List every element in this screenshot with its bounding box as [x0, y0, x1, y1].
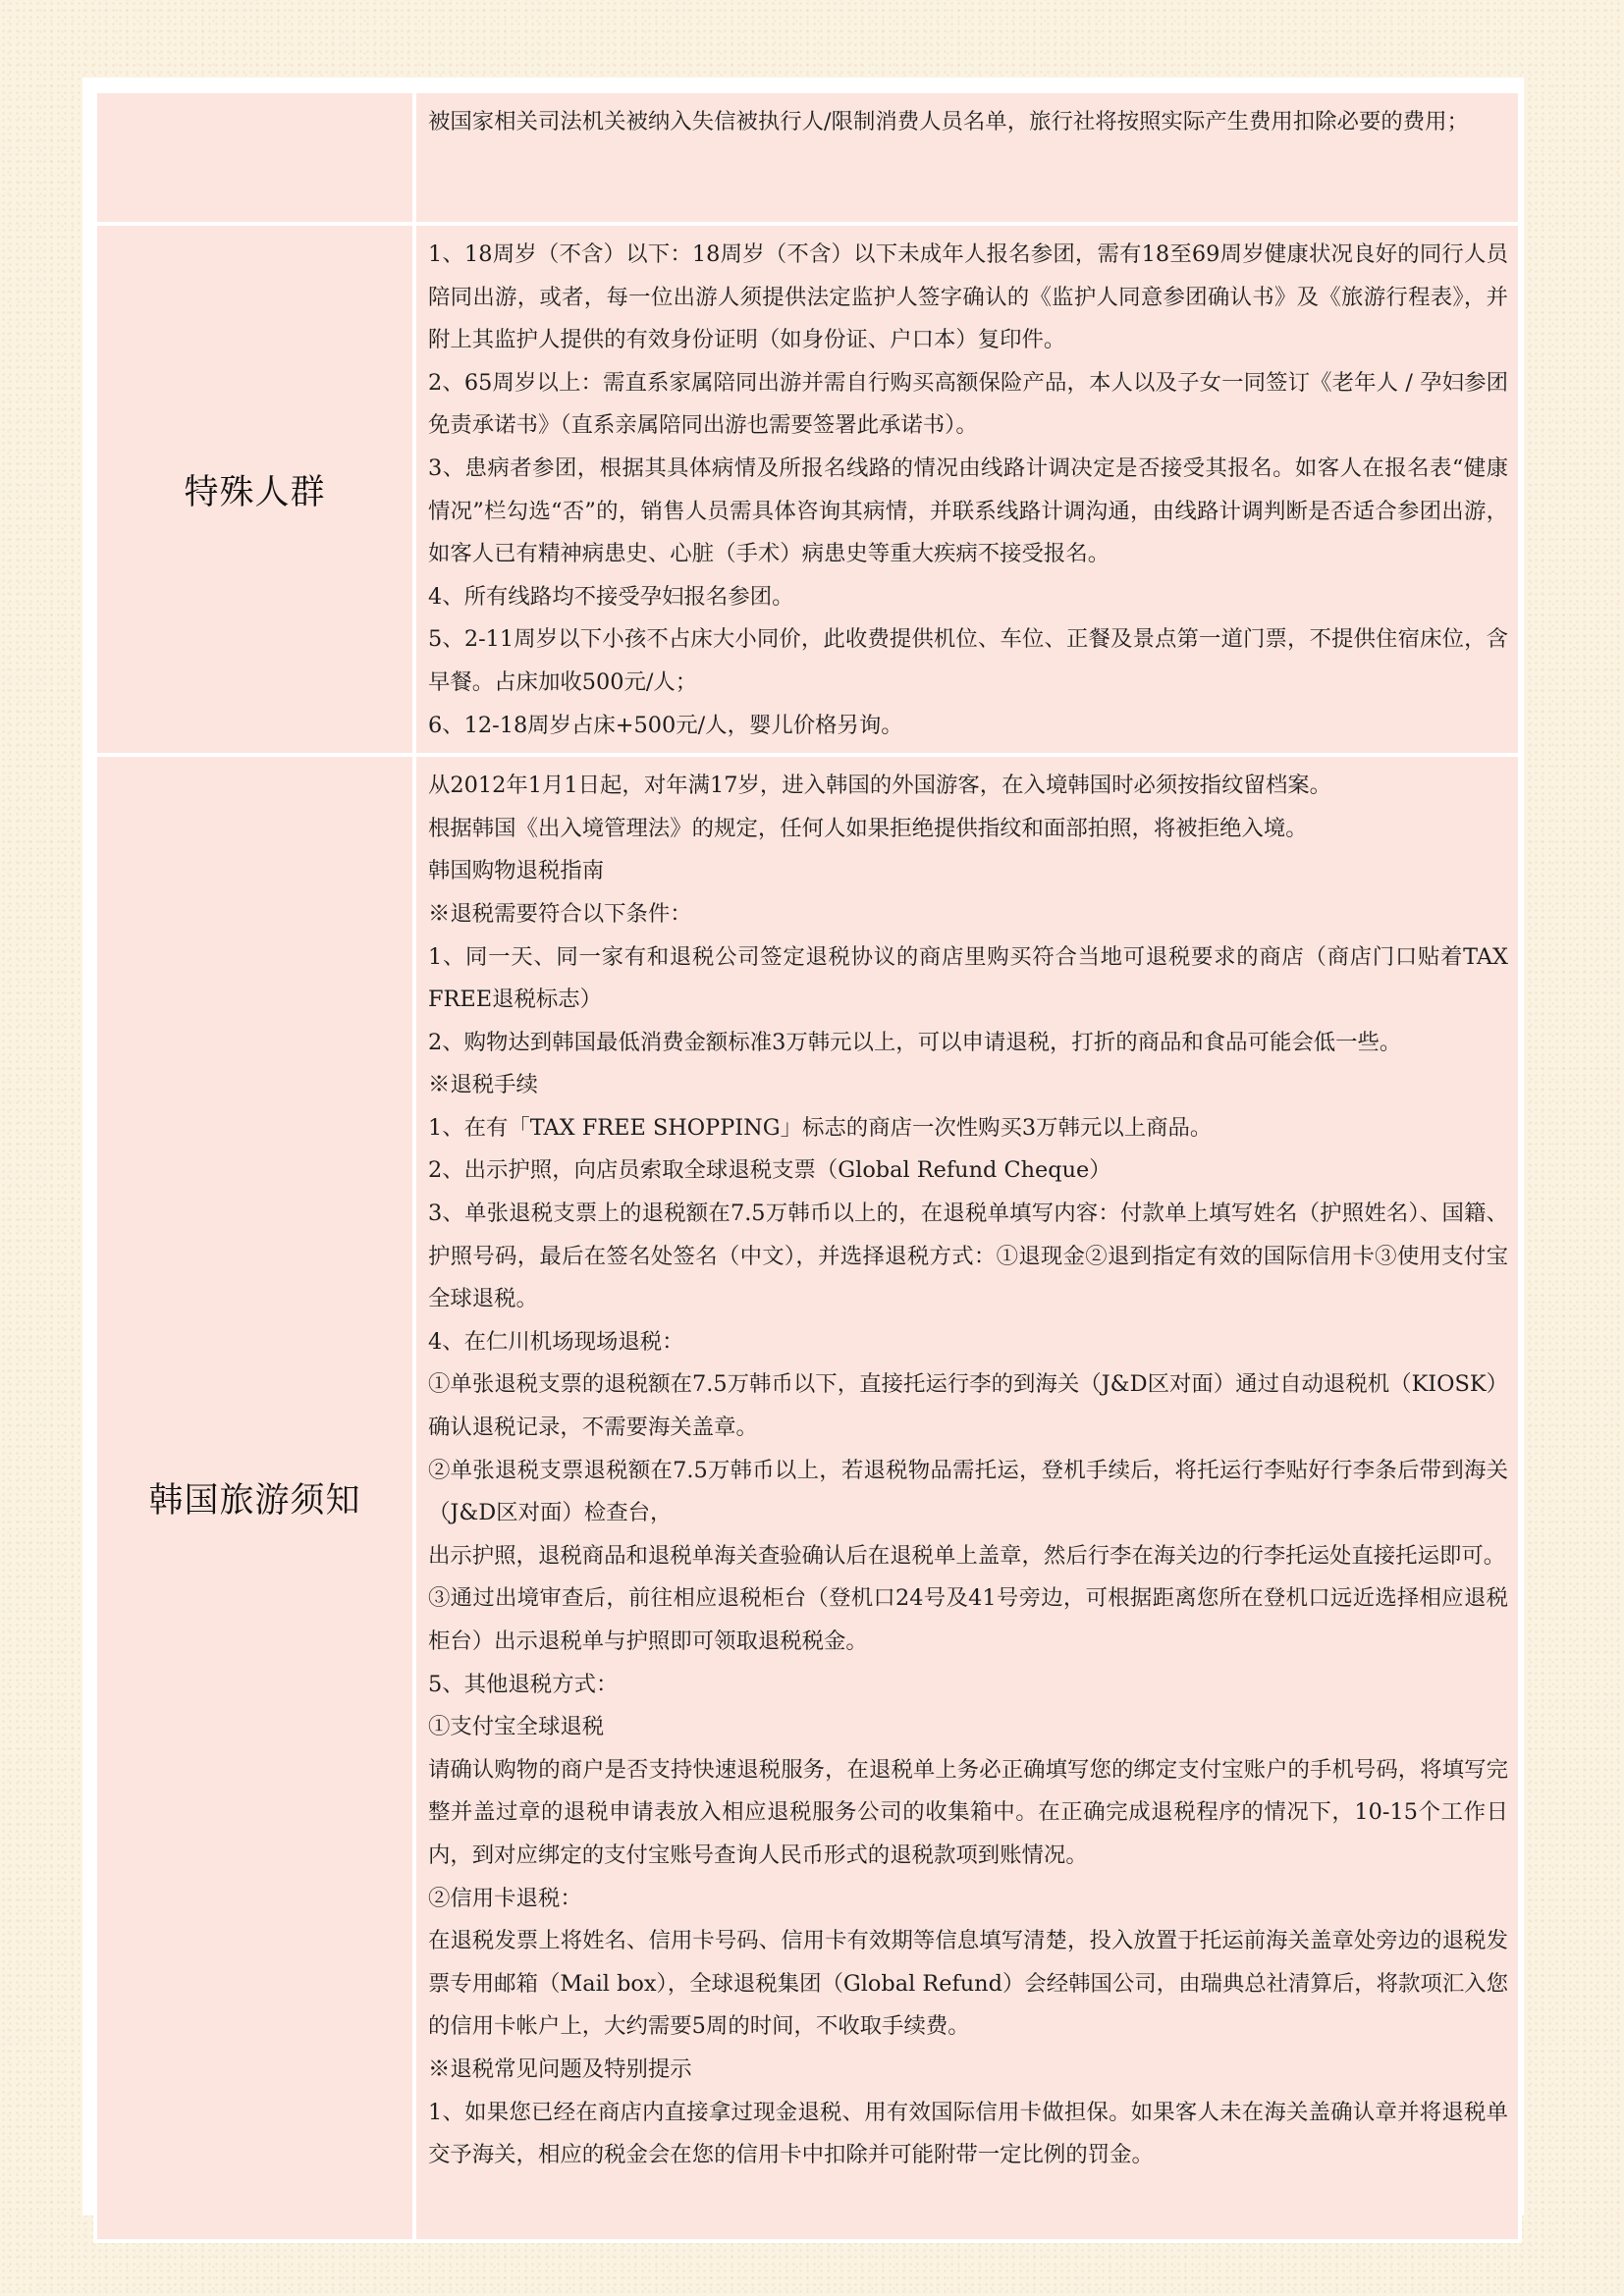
paragraph: ※退税需要符合以下条件： [428, 900, 692, 927]
row-content-cell [414, 91, 1520, 224]
paragraph: 请确认购物的商户是否支持快速退税服务，在退税单上务必正确填写您的绑定支付宝账户的手机号码，将填写完整并盖过章的退税申请表放入相应退税服务公司的收集箱中。在正确完成退税程序的情况下，10-15个工作日内，到对应绑定的支付宝账号查询人民币形式的退税款项到账情况。 [428, 1756, 1508, 1868]
row-label-cell [95, 755, 414, 2241]
paragraph: 4、所有线路均不接受孕妇报名参团。 [428, 583, 794, 610]
paragraph: ①支付宝全球退税 [428, 1714, 605, 1740]
paragraph: 5、2-11周岁以下小孩不占床大小同价，此收费提供机位、车位、正餐及景点第一道门票，不提供住宿床位，含早餐。占床加收500元/人； [428, 626, 1508, 695]
paragraph: 在退税发票上将姓名、信用卡号码、信用卡有效期等信息填写清楚，投入放置于托运前海关盖章处旁边的退税发票专用邮箱（Mail box），全球退税集团（Global Refund）会经韩国公司，由瑞典总社清算后，将款项汇入您的信用卡帐户上，大约需要5周的时间，不收取手续费。 [428, 1928, 1508, 2040]
paragraph: 3、单张退税支票上的退税额在7.5万韩币以上的，在退税单填写内容：付款单上填写姓名（护照姓名）、国籍、护照号码，最后在签名处签名（中文），并选择退税方式：①退现金②退到指定有效的国际信用卡③使用支付宝全球退税。 [428, 1201, 1508, 1312]
paragraph: 1、同一天、同一家有和退税公司签定退税协议的商店里购买符合当地可退税要求的商店（商店门口贴着TAX FREE退税标志） [428, 943, 1508, 1013]
paragraph: ②单张退税支票退税额在7.5万韩币以上，若退税物品需托运，登机手续后，将托运行李贴好行李条后带到海关（J&D区对面）检查台， [428, 1457, 1508, 1526]
paragraph: 1、如果您已经在商店内直接拿过现金退税、用有效国际信用卡做担保。如果客人未在海关盖确认章并将退税单交予海关，相应的税金会在您的信用卡中扣除并可能附带一定比例的罚金。 [428, 2099, 1508, 2168]
paragraph: 5、其他退税方式： [428, 1671, 619, 1697]
paragraph: 6、12-18周岁占床+500元/人，婴儿价格另询。 [428, 712, 903, 738]
row-content-cell [414, 755, 1520, 2241]
row-label-cell [95, 91, 414, 224]
paragraph: ※退税常见问题及特别提示 [428, 2056, 692, 2082]
info-table [93, 89, 1522, 2243]
paragraph: ③通过出境审查后，前往相应退税柜台（登机口24号及41号旁边，可根据距离您所在登机口远近选择相应退税柜台）出示退税单与护照即可领取退税税金。 [428, 1585, 1508, 1654]
paragraph: 出示护照，退税商品和退税单海关查验确认后在退税单上盖章，然后行李在海关边的行李托运处直接托运即可。 [428, 1542, 1506, 1569]
paragraph: 1、18周岁（不含）以下：18周岁（不含）以下未成年人报名参团，需有18至69周岁健康状况良好的同行人员陪同出游，或者，每一位出游人须提供法定监护人签字确认的《监护人同意参团确认书》及《旅游行程表》，并附上其监护人提供的有效身份证明（如身份证、户口本）复印件。 [428, 241, 1508, 353]
paragraph: 被国家相关司法机关被纳入失信被执行人/限制消费人员名单，旅行社将按照实际产生费用扣除必要的费用； [428, 109, 1469, 134]
paragraph: 从2012年1月1日起，对年满17岁，进入韩国的外国游客，在入境韩国时必须按指纹留档案。 [428, 773, 1332, 799]
row-label-cell [95, 224, 414, 755]
paragraph: ※退税手续 [428, 1072, 538, 1098]
table-row [95, 224, 1520, 755]
section-label-special-groups: 特殊人群 [184, 472, 326, 512]
paragraph: 3、患病者参团，根据其具体病情及所报名线路的情况由线路计调决定是否接受其报名。如客人在报名表“健康情况”栏勾选“否”的，销售人员需具体咨询其病情，并联系线路计调沟通，由线路计调判断是否适合参团出游，如客人已有精神病患史、心脏（手术）病患史等重大疾病不接受报名。 [428, 454, 1508, 567]
paragraph: 韩国购物退税指南 [428, 858, 605, 884]
section-label-korea-travel-notice: 韩国旅游须知 [148, 1481, 361, 1522]
paragraph: ②信用卡退税： [428, 1885, 582, 1911]
paragraph: ①单张退税支票的退税额在7.5万韩币以下，直接托运行李的到海关（J&D区对面）通过自动退税机（KIOSK）确认退税记录，不需要海关盖章。 [428, 1371, 1508, 1441]
paragraph: 1、在有「TAX FREE SHOPPING」标志的商店一次性购买3万韩元以上商品。 [428, 1114, 1213, 1141]
paragraph: 2、65周岁以上：需直系家属陪同出游并需自行购买高额保险产品，本人以及子女一同签订《老年人 / 孕妇参团免责承诺书》（直系亲属陪同出游也需要签署此承诺书）。 [428, 369, 1508, 439]
row-content-cell [414, 224, 1520, 755]
paragraph: 4、在仁川机场现场退税： [428, 1328, 684, 1355]
paragraph: 根据韩国《出入境管理法》的规定，任何人如果拒绝提供指纹和面部拍照，将被拒绝入境。 [428, 815, 1308, 841]
table-row [95, 755, 1520, 2241]
paragraph: 2、出示护照，向店员索取全球退税支票（Global Refund Cheque） [428, 1157, 1111, 1184]
table-row [95, 91, 1520, 224]
paragraph: 2、购物达到韩国最低消费金额标准3万韩元以上，可以申请退税，打折的商品和食品可能会低一些。 [428, 1029, 1402, 1055]
